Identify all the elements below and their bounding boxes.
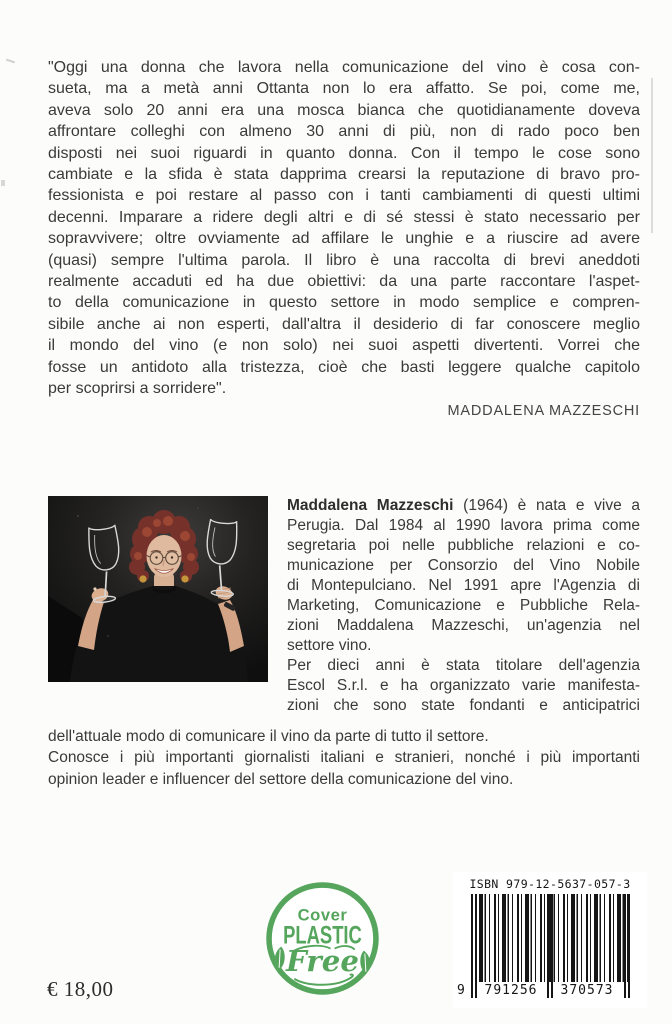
barcode-digit-first: 9	[457, 983, 465, 998]
quote-line: affrontare colleghi con almeno 30 anni di più, non di rado poco ben	[48, 123, 640, 141]
badge-word-cover: Cover	[297, 905, 348, 925]
quote-line: cambiate e la sfida è stata dapprima crearsi la reputazione di bravo pro-	[48, 166, 640, 184]
quote-line: sibile anche ai non esperti, dall'altra il desiderio di far conoscere meglio	[48, 315, 640, 333]
bio-line: Per dieci anni è stata titolare dell'agenzia	[287, 657, 640, 674]
bio-line: Marketing, Comunicazione e Pubbliche Rela-	[287, 597, 640, 614]
barcode-digit-group: 370573	[554, 983, 620, 998]
bio-line: zioni che sono state fondanti e anticipatrici	[287, 697, 640, 714]
quote-line: per scoprirsi a sorridere".	[48, 380, 227, 398]
quote-line: decenni. Imparare a ridere degli altri e di sé stessi è stato necessario per	[48, 208, 640, 226]
bio-line: Perugia. Dal 1984 al 1990 lavora prima come	[287, 517, 640, 534]
quote-line: fosse un antidoto alla tristezza, cioè che basti leggere qualche capitolo	[48, 358, 640, 376]
author-bio-section	[48, 496, 640, 790]
bio-line: segretaria poi nelle pubbliche relazioni e co-	[287, 537, 640, 554]
quote-line: "Oggi una donna che lavora nella comunicazione del vino è cosa con-	[48, 59, 640, 76]
back-cover-quote	[48, 57, 640, 400]
author-name: Maddalena Mazzeschi	[287, 497, 454, 514]
bio-line: zioni Maddalena Mazzeschi, un'agenzia nel	[287, 617, 640, 634]
bio-line-name	[287, 496, 640, 516]
barcode-digit-group: 791256	[478, 983, 544, 998]
quote-line: to della comunicazione in questo settore in modo semplice e compren-	[48, 294, 640, 312]
badge-word-plastic: PLASTIC	[283, 922, 362, 950]
bio-line: di Montepulciano. Nel 1991 apre l'Agenzia di	[287, 577, 640, 594]
bio-line: municazione per Consorzio del Vino Nobile	[287, 557, 640, 574]
quote-line: realmente accaduti ed ha due obiettivi: da una parte raccontare l'aspet-	[48, 273, 640, 291]
isbn-label: ISBN 979-12-5637-057-3	[469, 877, 631, 891]
badge-word-free: Free	[286, 943, 359, 978]
scan-artifact-line	[651, 78, 653, 233]
quote-line: (quasi) sempre l'ultima parola. Il libro è una raccolta di brevi aneddoti	[48, 251, 640, 269]
quote-attribution: MADDALENA MAZZESCHI	[447, 403, 640, 419]
quote-line: disposti nei suoi riguardi in quanto donna. Con il tempo le cose sono	[48, 144, 640, 162]
bio-line: dell'attuale modo di comunicare il vino da parte di tutto il settore.	[48, 728, 489, 745]
bio-line: settore vino.	[287, 637, 372, 654]
bio-line: opinion leader e influencer del settore della comunicazione del vino.	[48, 770, 514, 788]
price-label: € 18,00	[47, 977, 114, 1001]
bio-text-column	[287, 496, 640, 716]
plastic-free-badge-graphic	[264, 880, 381, 997]
quote-line: sueta, ma a metà anni Ottanta non lo era affatto. Se poi, come me,	[48, 80, 640, 98]
bio-first-line-rest: (1964) è nata e vive a	[463, 497, 641, 514]
bio-line: Escol S.r.l. e ha organizzato varie manifesta-	[287, 677, 640, 694]
bio-line: Conosce i più importanti giornalisti italiani e stranieri, nonché i più importanti	[48, 749, 640, 767]
quote-line: il mondo del vino (e non solo) nei suoi aspetti divertenti. Vorrei che	[48, 337, 640, 355]
scan-artifact-speck	[1, 180, 5, 186]
plastic-free-badge	[264, 880, 381, 997]
author-photo	[48, 496, 268, 682]
barcode-digits	[453, 982, 647, 1000]
bio-full-width	[48, 726, 640, 790]
quote-line: aveva solo 20 anni era una mosca bianca che quotidianamente doveva	[48, 101, 640, 119]
scan-artifact-speck	[6, 59, 15, 64]
isbn-barcode	[453, 872, 647, 1008]
author-photo-graphic	[48, 496, 268, 682]
quote-line: sopravvivere; oltre ovviamente ad affilare le unghie e a riuscire ad avere	[48, 230, 640, 248]
quote-line: fessionista e poi restare al passo con i tanti cambiamenti di questi ultimi	[48, 187, 640, 205]
